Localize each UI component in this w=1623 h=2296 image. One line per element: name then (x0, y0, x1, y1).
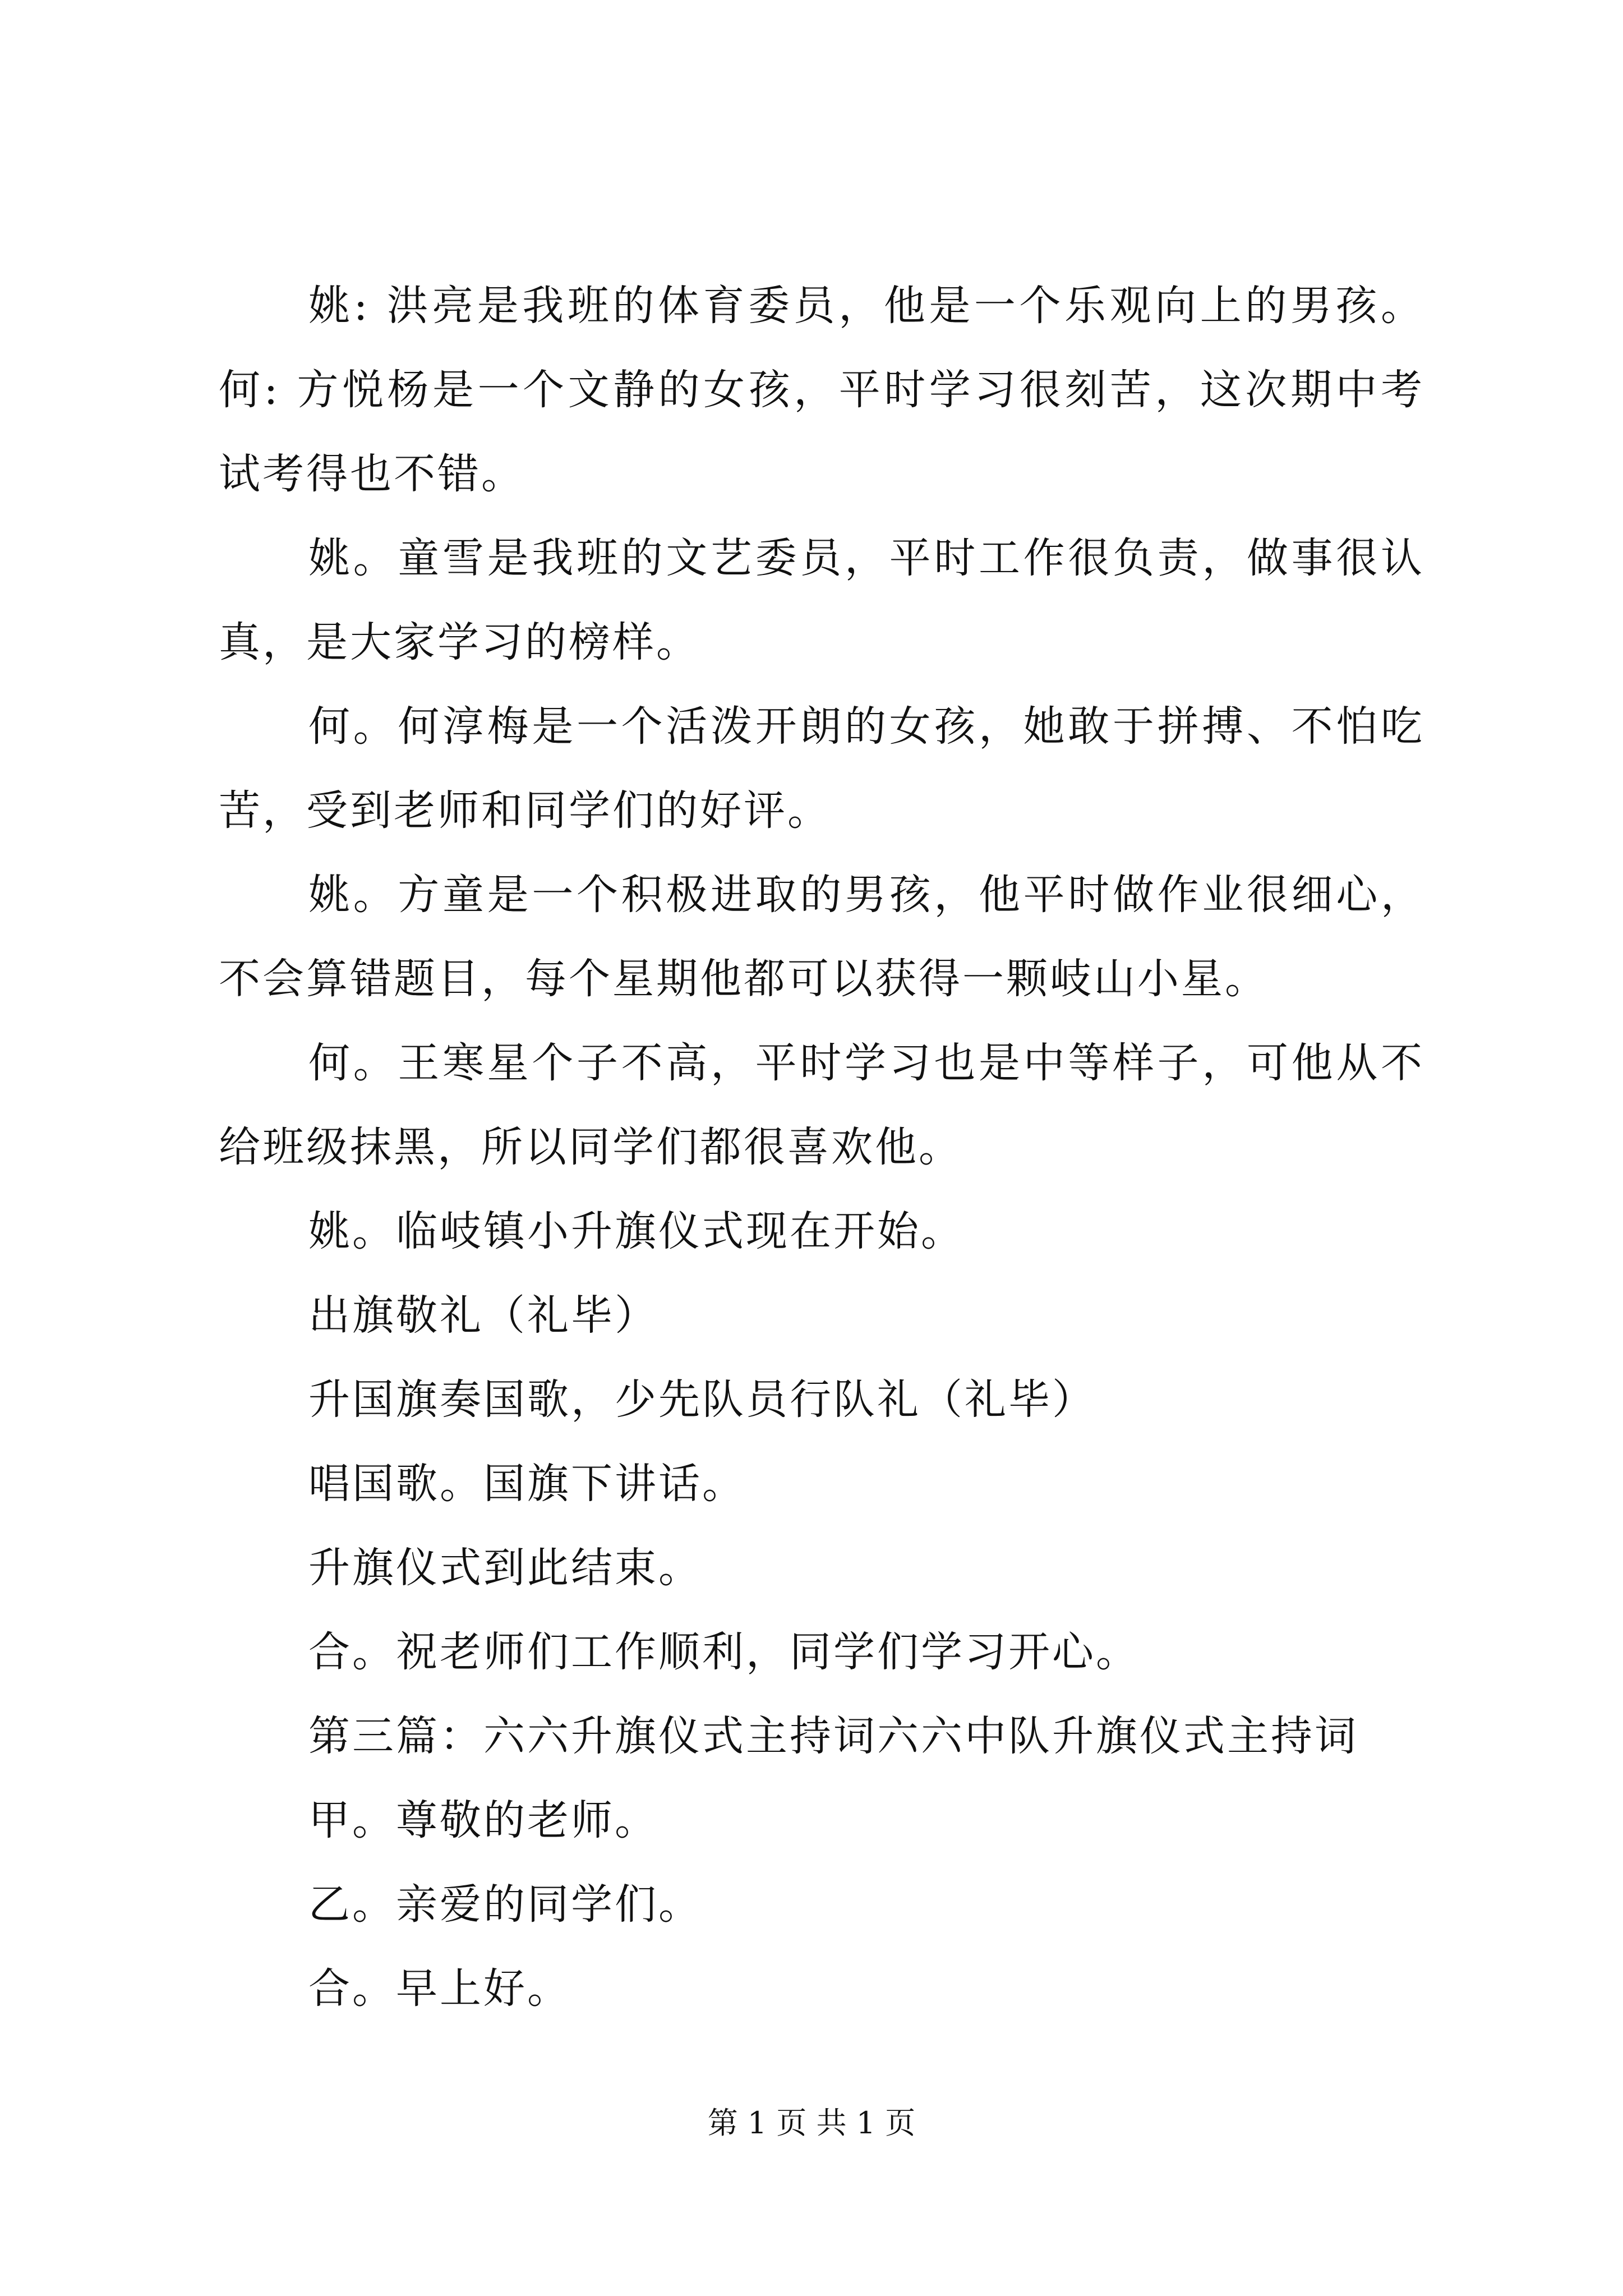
line: 甲。尊敬的老师。 (308, 1796, 658, 1844)
paragraph: 何。王寒星个子不高，平时学习也是中等样子，可他从不给班级抹黑，所以同学们都很喜欢他。 (219, 1039, 1424, 1171)
line: 姚。临岐镇小升旗仪式现在开始。 (308, 1207, 965, 1255)
document-body (219, 264, 1424, 2031)
line: 乙。亲爱的同学们。 (308, 1880, 702, 1929)
paragraph: 姚。方童是一个积极进取的男孩，他平时做作业很细心，不会算错题目，每个星期他都可以获得一颗岐山小星。 (219, 871, 1424, 1003)
page-footer: 第 1 页 共 1 页 (707, 2105, 916, 2141)
line: 唱国歌。国旗下讲话。 (308, 1460, 746, 1508)
line: 合。早上好。 (308, 1964, 571, 2013)
paragraph: 姚。童雪是我班的文艺委员，平时工作很负责，做事很认真，是大家学习的榜样。 (219, 534, 1424, 666)
line: 出旗敬礼（礼毕） (308, 1291, 658, 1340)
paragraph: 姚: 洪亮是我班的体育委员，他是一个乐观向上的男孩。何: 方悦杨是一个文静的女孩，平时学习很刻苦，这次期中考试考得也不错。 (219, 282, 1424, 498)
line: 合。祝老师们工作顺利，同学们学习开心。 (308, 1628, 1140, 1676)
line: 升国旗奏国歌，少先队员行队礼（礼毕） (308, 1375, 1096, 1424)
paragraph: 何。何淳梅是一个活泼开朗的女孩，她敢于拼搏、不怕吃苦，受到老师和同学们的好评。 (219, 702, 1424, 835)
section-heading: 第三篇：六六升旗仪式主持词六六中队升旗仪式主持词 (308, 1712, 1358, 1760)
line: 升旗仪式到此结束。 (308, 1544, 702, 1592)
